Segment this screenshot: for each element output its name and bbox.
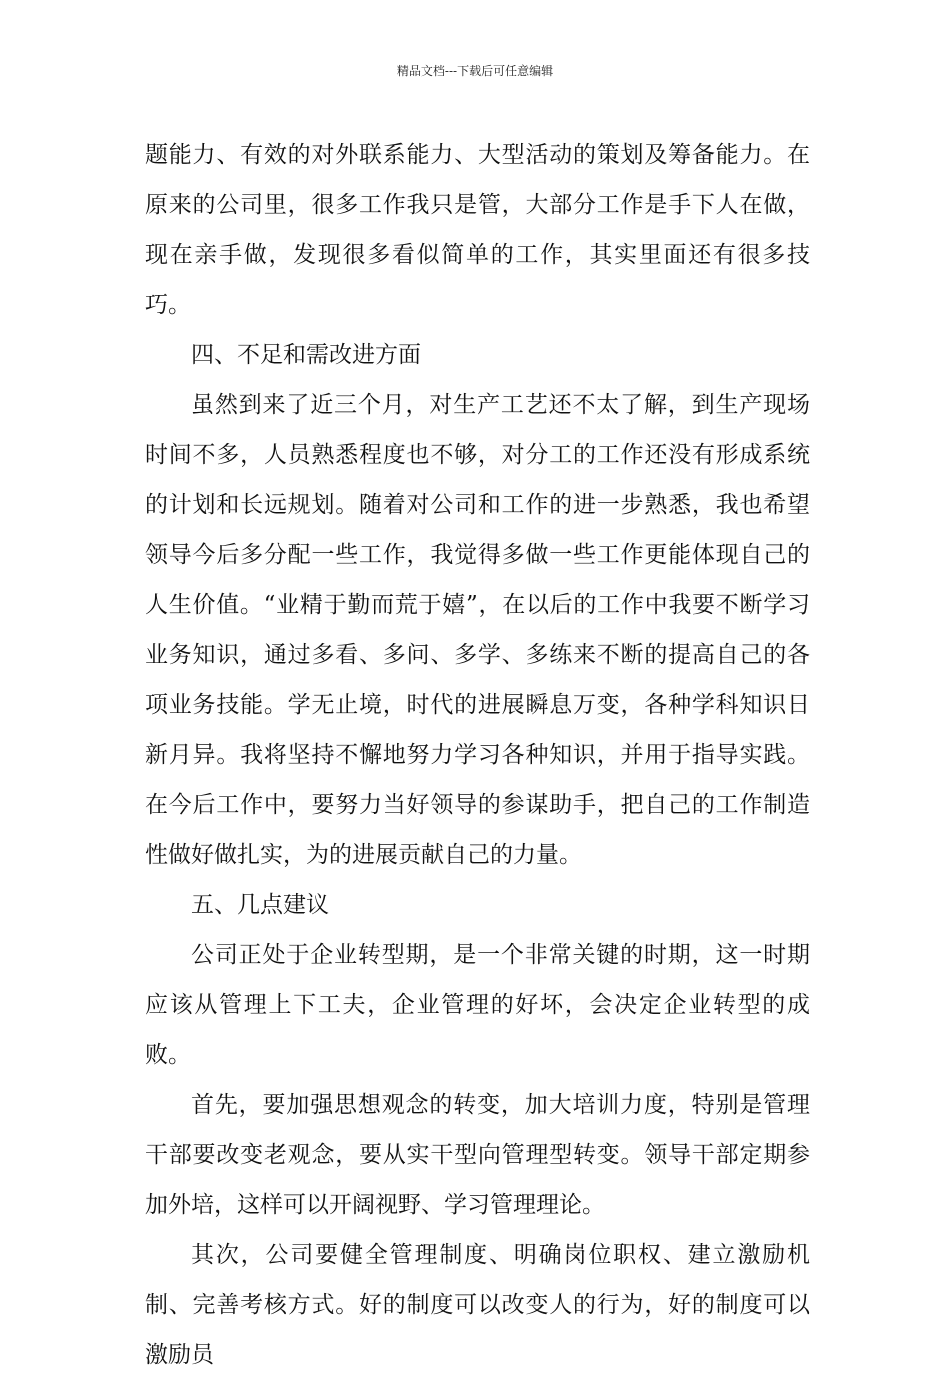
page-header: 精品文档---下载后可任意编辑 — [396, 64, 554, 78]
paragraph-first-suggestion: 首先，要加强思想观念的转变，加大培训力度，特别是管理干部要改变老观念，要从实干型向管理型转变。领导干部定期参加外培，这样可以开阔视野、学习管理理论。 — [145, 1092, 810, 1218]
paragraph-second-suggestion: 其次，公司要健全管理制度、明确岗位职权、建立激励机制、完善考核方式。好的制度可以改变人的行为，好的制度可以激励员 — [145, 1242, 810, 1368]
paragraph-transition: 公司正处于企业转型期，是一个非常关键的时期，这一时期应该从管理上下工夫，企业管理的好坏，会决定企业转型的成败。 — [145, 942, 810, 1068]
paragraph-continuation: 题能力、有效的对外联系能力、大型活动的策划及筹备能力。在原来的公司里，很多工作我只是管，大部分工作是手下人在做，现在亲手做，发现很多看似简单的工作，其实里面还有很多技巧。 — [145, 142, 810, 318]
paragraph-shortcomings: 虽然到来了近三个月，对生产工艺还不太了解，到生产现场时间不多，人员熟悉程度也不够，对分工的工作还没有形成系统的计划和长远规划。随着对公司和工作的进一步熟悉，我也希望领导今后多分配一些工作，我觉得多做一些工作更能体现自己的人生价值。“业精于勤而荒于嬉”，在以后的工作中我要不断学习业务知识，通过多看、多问、多学、多练来不断的提高自己的各项业务技能。学无止境，时代的进展瞬息万变，各种学科知识日新月异。我将坚持不懈地努力学习各种知识，并用于指导实践。在今后工作中，要努力当好领导的参谋助手，把自己的工作制造性做好做扎实，为的进展贡献自己的力量。 — [145, 392, 810, 868]
document-body — [145, 130, 810, 1380]
section-heading-suggestions: 五、几点建议 — [191, 892, 329, 918]
section-heading-shortcomings: 四、不足和需改进方面 — [191, 342, 421, 368]
